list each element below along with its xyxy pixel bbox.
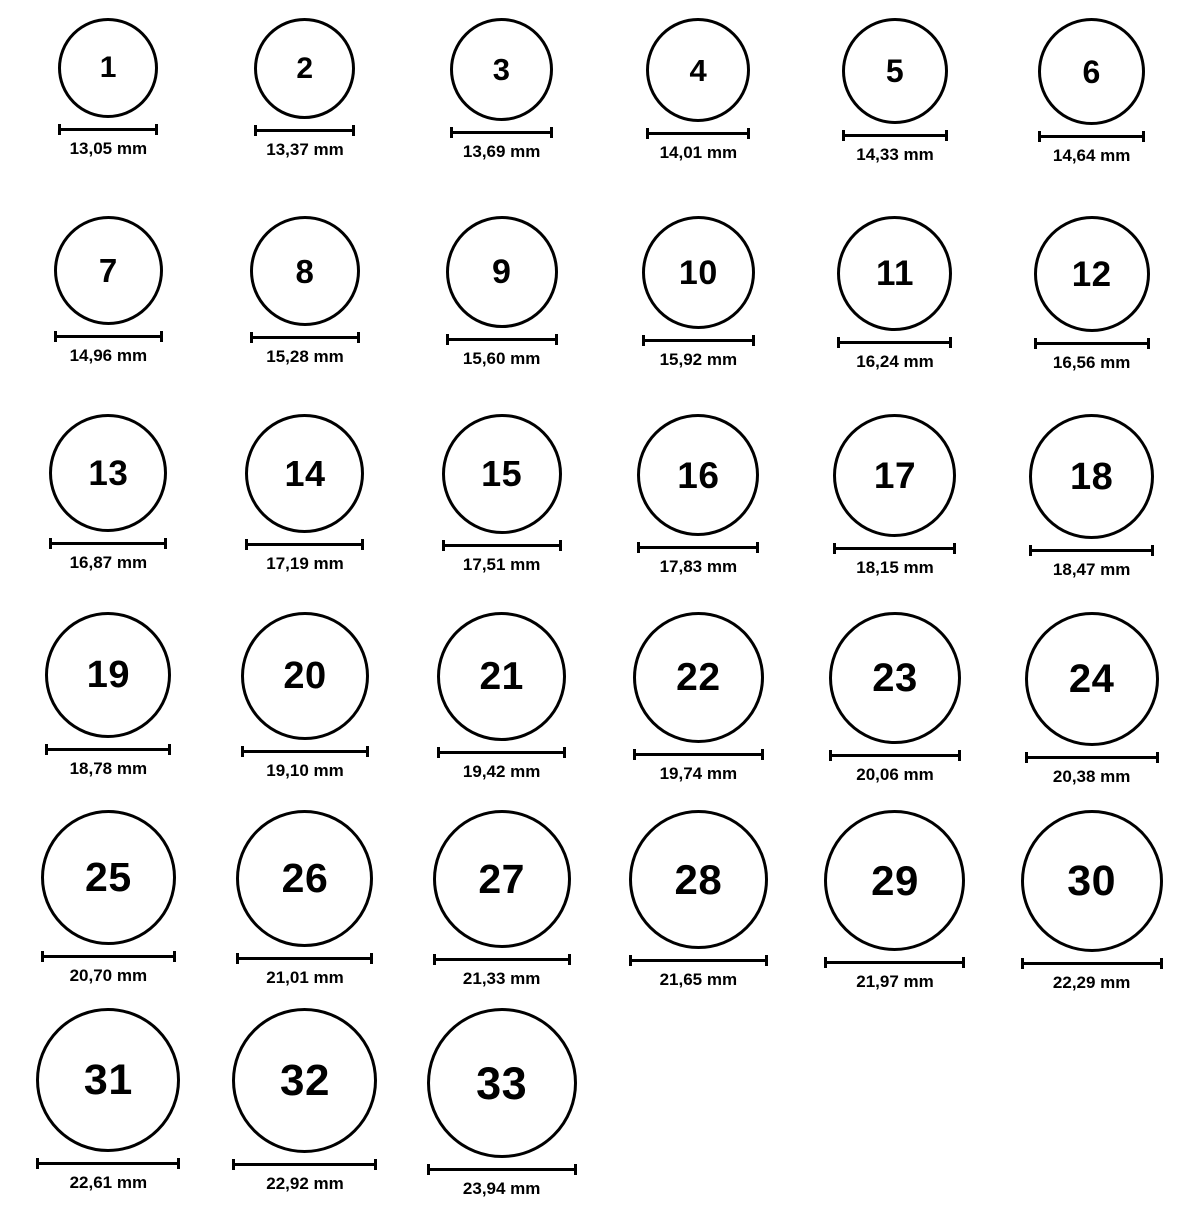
caliper-icon (637, 542, 759, 552)
caliper-icon (824, 957, 965, 967)
caliper-icon (633, 749, 764, 759)
ring-size-cell (993, 810, 1190, 1008)
ring-measurement (1029, 545, 1154, 580)
ring-size-number: 10 (678, 253, 718, 292)
ring-diameter-label: 21,01 mm (266, 968, 344, 987)
ring-size-number: 12 (1071, 254, 1112, 294)
caliper-icon (437, 747, 566, 757)
ring-diameter-label: 22,92 mm (266, 1174, 344, 1193)
ring-measurement (49, 538, 167, 573)
ring-diameter-label: 15,92 mm (659, 350, 738, 369)
ring-measurement (36, 1158, 180, 1193)
caliper-icon (842, 130, 948, 140)
ring-circle (245, 414, 364, 533)
ring-diameter-label: 19,74 mm (659, 764, 738, 783)
ring-size-cell (207, 18, 404, 216)
ring-size-number: 20 (283, 655, 327, 697)
ring-diameter-label: 20,06 mm (856, 765, 934, 784)
ring-measurement (236, 953, 373, 988)
ring-size-cell (403, 810, 600, 1008)
ring-size-cell (207, 1008, 404, 1206)
ring-diameter-label: 13,05 mm (69, 139, 148, 158)
ring-circle (236, 810, 373, 947)
ring-measurement (446, 334, 558, 369)
ring-size-cell (600, 612, 797, 810)
ring-measurement (232, 1159, 377, 1194)
ring-size-cell (993, 414, 1190, 612)
ring-measurement (837, 337, 952, 372)
caliper-icon (54, 331, 163, 341)
ring-circle (637, 414, 759, 536)
ring-size-number: 31 (83, 1055, 133, 1104)
ring-measurement (842, 130, 948, 165)
ring-size-number: 15 (481, 453, 523, 494)
ring-size-number: 26 (281, 855, 329, 901)
ring-measurement (427, 1164, 577, 1199)
ring-size-number: 23 (872, 656, 918, 700)
caliper-icon (45, 744, 171, 754)
ring-diameter-label: 19,10 mm (266, 761, 344, 780)
ring-circle (437, 612, 566, 741)
ring-diameter-label: 17,51 mm (462, 555, 541, 574)
ring-diameter-label: 21,65 mm (659, 970, 738, 989)
ring-diameter-label: 22,61 mm (69, 1173, 148, 1192)
ring-size-cell (403, 1008, 600, 1206)
ring-diameter-label: 18,15 mm (856, 558, 934, 577)
ring-circle (450, 18, 553, 121)
ring-size-cell (600, 810, 797, 1008)
ring-measurement (58, 124, 158, 159)
ring-measurement (254, 125, 355, 160)
caliper-icon (245, 539, 364, 549)
ring-circle (642, 216, 755, 329)
caliper-icon (36, 1158, 180, 1168)
ring-measurement (633, 749, 764, 784)
ring-circle (442, 414, 562, 534)
ring-diameter-label: 19,42 mm (462, 762, 541, 781)
ring-size-cell (403, 18, 600, 216)
ring-size-number: 2 (296, 51, 314, 85)
ring-size-number: 13 (88, 453, 129, 493)
caliper-icon (236, 953, 373, 963)
ring-circle (433, 810, 571, 948)
ring-diameter-label: 18,47 mm (1052, 560, 1131, 579)
ring-circle (446, 216, 558, 328)
caliper-icon (58, 124, 158, 134)
ring-size-cell (207, 216, 404, 414)
ring-diameter-label: 14,64 mm (1052, 146, 1131, 165)
ring-size-number: 7 (98, 252, 118, 289)
caliper-icon (446, 334, 558, 344)
ring-size-cell (993, 216, 1190, 414)
caliper-icon (646, 128, 750, 138)
caliper-icon (1025, 752, 1159, 762)
ring-circle (427, 1008, 577, 1158)
ring-diameter-label: 14,01 mm (659, 143, 738, 162)
ring-diameter-label: 15,28 mm (266, 347, 344, 366)
ring-diameter-label: 21,97 mm (856, 972, 934, 991)
ring-size-number: 33 (476, 1057, 528, 1109)
ring-size-cell (600, 216, 797, 414)
ring-size-number: 3 (492, 52, 511, 87)
ring-circle (254, 18, 355, 119)
ring-size-cell (600, 18, 797, 216)
ring-circle (1025, 612, 1159, 746)
ring-measurement (829, 750, 961, 785)
ring-size-cell (10, 414, 207, 612)
caliper-icon (642, 335, 755, 345)
ring-size-number: 19 (86, 654, 130, 696)
caliper-icon (41, 951, 176, 961)
ring-size-cell (207, 810, 404, 1008)
ring-circle (646, 18, 750, 122)
ring-circle (41, 810, 176, 945)
ring-diameter-label: 15,60 mm (462, 349, 541, 368)
ring-size-cell (403, 216, 600, 414)
ring-measurement (450, 127, 553, 162)
caliper-icon (837, 337, 952, 347)
ring-size-number: 11 (875, 254, 914, 293)
ring-size-cell (10, 612, 207, 810)
ring-diameter-label: 17,83 mm (659, 557, 738, 576)
ring-diameter-label: 13,37 mm (266, 140, 344, 159)
ring-size-cell (797, 414, 994, 612)
ring-diameter-label: 22,29 mm (1052, 973, 1131, 992)
ring-size-cell (797, 18, 994, 216)
ring-size-number: 25 (85, 854, 132, 900)
ring-circle (36, 1008, 180, 1152)
ring-measurement (442, 540, 562, 575)
caliper-icon (433, 954, 571, 964)
ring-size-cell (993, 18, 1190, 216)
ring-circle (241, 612, 369, 740)
ring-circle (833, 414, 956, 537)
ring-size-number: 5 (885, 53, 905, 89)
ring-size-number: 28 (674, 855, 723, 903)
ring-size-number: 9 (491, 253, 512, 291)
caliper-icon (1029, 545, 1154, 555)
caliper-icon (241, 746, 369, 756)
ring-diameter-label: 18,78 mm (69, 759, 148, 778)
ring-measurement (833, 543, 956, 578)
caliper-icon (1021, 958, 1163, 968)
ring-circle (58, 18, 158, 118)
caliper-icon (254, 125, 355, 135)
ring-size-cell (403, 612, 600, 810)
ring-diameter-label: 14,96 mm (69, 346, 148, 365)
ring-size-number: 21 (479, 655, 524, 698)
caliper-icon (829, 750, 961, 760)
ring-circle (1021, 810, 1163, 952)
ring-diameter-label: 20,70 mm (69, 966, 148, 985)
ring-size-number: 4 (689, 52, 708, 88)
ring-measurement (250, 332, 360, 367)
ring-measurement (629, 955, 768, 990)
ring-size-cell (797, 216, 994, 414)
ring-circle (54, 216, 163, 325)
ring-measurement (1025, 752, 1159, 787)
caliper-icon (833, 543, 956, 553)
caliper-icon (232, 1159, 377, 1169)
caliper-icon (1038, 131, 1145, 141)
ring-circle (1029, 414, 1154, 539)
caliper-icon (629, 955, 768, 965)
ring-measurement (433, 954, 571, 989)
ring-size-grid (10, 18, 1190, 1206)
ring-size-number: 18 (1070, 455, 1114, 498)
ring-measurement (437, 747, 566, 782)
ring-size-cell (403, 414, 600, 612)
ring-diameter-label: 13,69 mm (462, 142, 541, 161)
caliper-icon (250, 332, 360, 342)
ring-circle (250, 216, 360, 326)
ring-size-number: 30 (1067, 856, 1117, 905)
ring-diameter-label: 23,94 mm (462, 1179, 541, 1198)
ring-circle (629, 810, 768, 949)
ring-circle (1038, 18, 1145, 125)
ring-circle (1034, 216, 1150, 332)
ring-size-number: 1 (99, 51, 117, 84)
ring-size-number: 22 (676, 656, 721, 699)
ring-diameter-label: 16,24 mm (856, 352, 934, 371)
ring-measurement (637, 542, 759, 577)
ring-size-cell (10, 810, 207, 1008)
ring-size-number: 8 (295, 252, 315, 290)
ring-size-cell (10, 216, 207, 414)
ring-size-cell (993, 612, 1190, 810)
ring-size-cell (10, 18, 207, 216)
ring-size-cell (600, 414, 797, 612)
ring-diameter-label: 16,87 mm (69, 553, 148, 572)
ring-measurement (1038, 131, 1145, 166)
ring-diameter-label: 17,19 mm (266, 554, 344, 573)
ring-size-number: 6 (1082, 53, 1101, 90)
ring-circle (824, 810, 965, 951)
ring-measurement (45, 744, 171, 779)
ring-circle (837, 216, 952, 331)
ring-measurement (642, 335, 755, 370)
ring-circle (829, 612, 961, 744)
ring-size-number: 27 (478, 855, 525, 902)
caliper-icon (1034, 338, 1150, 348)
ring-diameter-label: 14,33 mm (856, 145, 934, 164)
ring-measurement (54, 331, 163, 366)
ring-circle (232, 1008, 377, 1153)
ring-size-cell (797, 810, 994, 1008)
ring-size-cell (207, 414, 404, 612)
ring-diameter-label: 20,38 mm (1052, 767, 1131, 786)
caliper-icon (427, 1164, 577, 1174)
ring-measurement (824, 957, 965, 992)
ring-circle (49, 414, 167, 532)
ring-size-cell (10, 1008, 207, 1206)
ring-circle (45, 612, 171, 738)
ring-size-cell (207, 612, 404, 810)
ring-size-number: 17 (873, 455, 917, 496)
caliper-icon (450, 127, 553, 137)
ring-size-cell (797, 612, 994, 810)
ring-size-number: 32 (280, 1055, 330, 1105)
ring-circle (633, 612, 764, 743)
ring-measurement (245, 539, 364, 574)
ring-size-number: 24 (1068, 657, 1115, 701)
ring-circle (842, 18, 948, 124)
ring-diameter-label: 21,33 mm (462, 969, 541, 988)
ring-measurement (41, 951, 176, 986)
ring-size-number: 16 (677, 454, 720, 496)
caliper-icon (49, 538, 167, 548)
caliper-icon (442, 540, 562, 550)
ring-measurement (1021, 958, 1163, 993)
ring-diameter-label: 16,56 mm (1052, 353, 1131, 372)
ring-size-number: 14 (284, 452, 326, 494)
ring-measurement (646, 128, 750, 163)
ring-measurement (1034, 338, 1150, 373)
ring-size-number: 29 (871, 856, 919, 904)
ring-measurement (241, 746, 369, 781)
